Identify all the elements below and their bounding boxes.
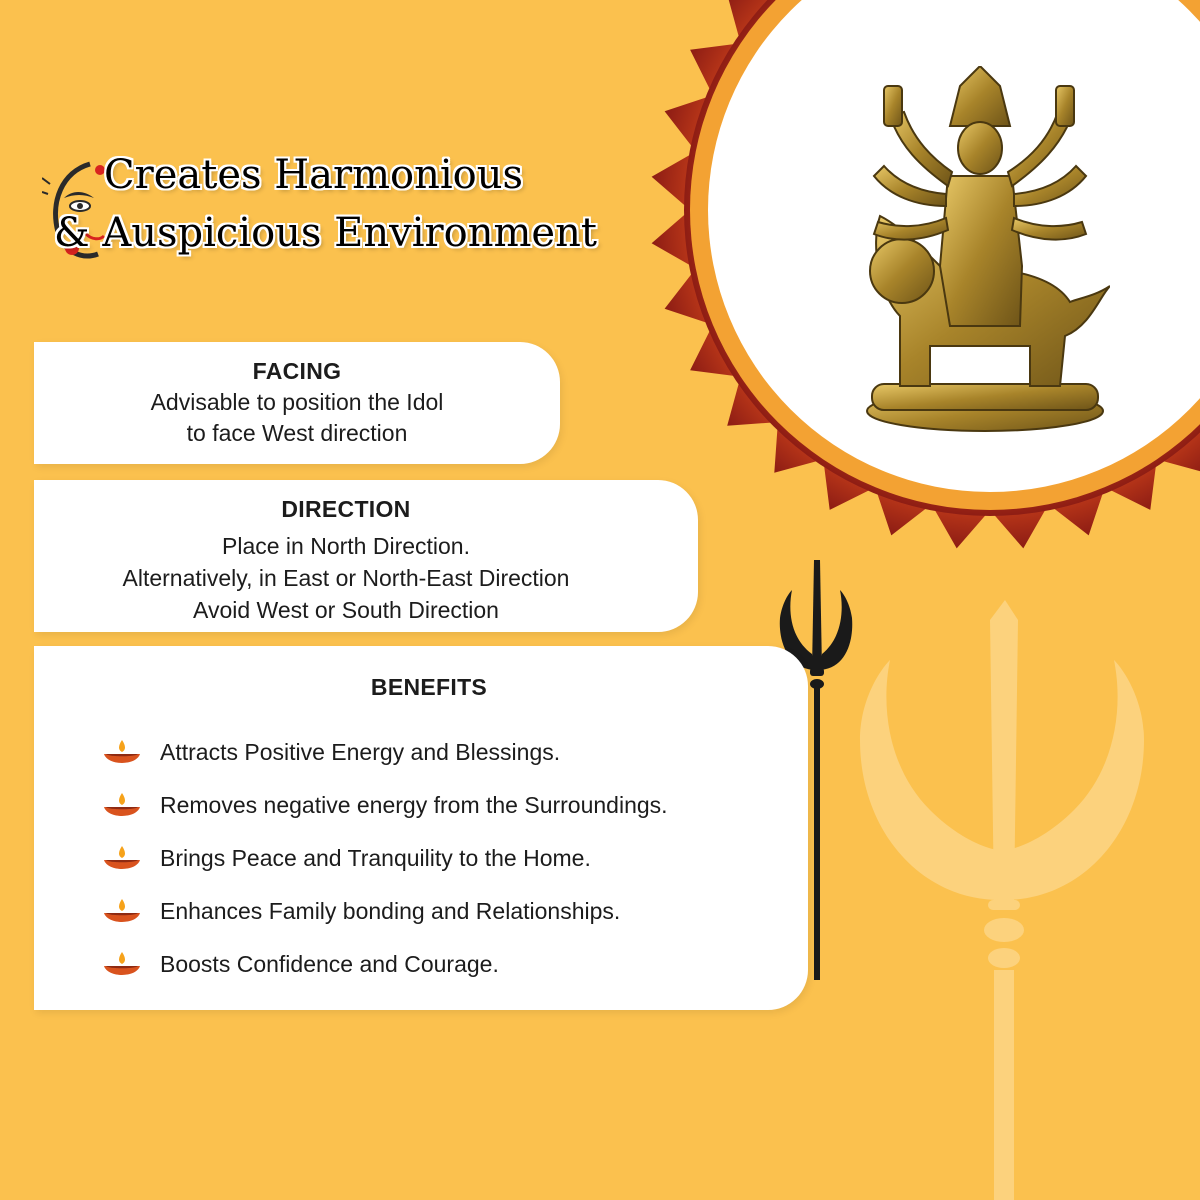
direction-line: Avoid West or South Direction bbox=[193, 597, 499, 623]
benefits-title: BENEFITS bbox=[370, 674, 488, 700]
benefit-text: Boosts Confidence and Courage. bbox=[160, 951, 499, 977]
direction-card bbox=[34, 480, 698, 632]
background-trident-watermark bbox=[800, 600, 1200, 1200]
benefit-text: Brings Peace and Tranquility to the Home. bbox=[160, 845, 591, 871]
benefits-list bbox=[102, 726, 668, 991]
facing-title: FACING bbox=[252, 358, 342, 384]
headline-line-2: & Auspicious Environment bbox=[54, 210, 597, 256]
direction-lines bbox=[34, 530, 658, 626]
direction-line: Place in North Direction. bbox=[222, 533, 470, 559]
list-item bbox=[102, 885, 668, 938]
direction-title: DIRECTION bbox=[281, 496, 411, 522]
list-item bbox=[102, 832, 668, 885]
facing-card bbox=[34, 342, 560, 464]
headline bbox=[40, 140, 680, 280]
diya-lamp-icon bbox=[102, 738, 142, 768]
diya-lamp-icon bbox=[102, 950, 142, 980]
diya-lamp-icon bbox=[102, 844, 142, 874]
headline-line-1: Creates Harmonious bbox=[104, 152, 524, 198]
list-item bbox=[102, 726, 668, 779]
facing-text: Advisable to position the Idol to face West direction bbox=[150, 389, 444, 446]
list-item bbox=[102, 779, 668, 832]
diya-lamp-icon bbox=[102, 791, 142, 821]
list-item bbox=[102, 938, 668, 991]
direction-line: Alternatively, in East or North-East Direction bbox=[122, 565, 570, 591]
benefit-text: Removes negative energy from the Surroundings. bbox=[160, 792, 668, 818]
durga-idol-image bbox=[860, 66, 1110, 436]
benefit-text: Attracts Positive Energy and Blessings. bbox=[160, 739, 561, 765]
benefit-text: Enhances Family bonding and Relationships. bbox=[160, 898, 621, 924]
benefits-card bbox=[34, 646, 808, 1010]
diya-lamp-icon bbox=[102, 897, 142, 927]
